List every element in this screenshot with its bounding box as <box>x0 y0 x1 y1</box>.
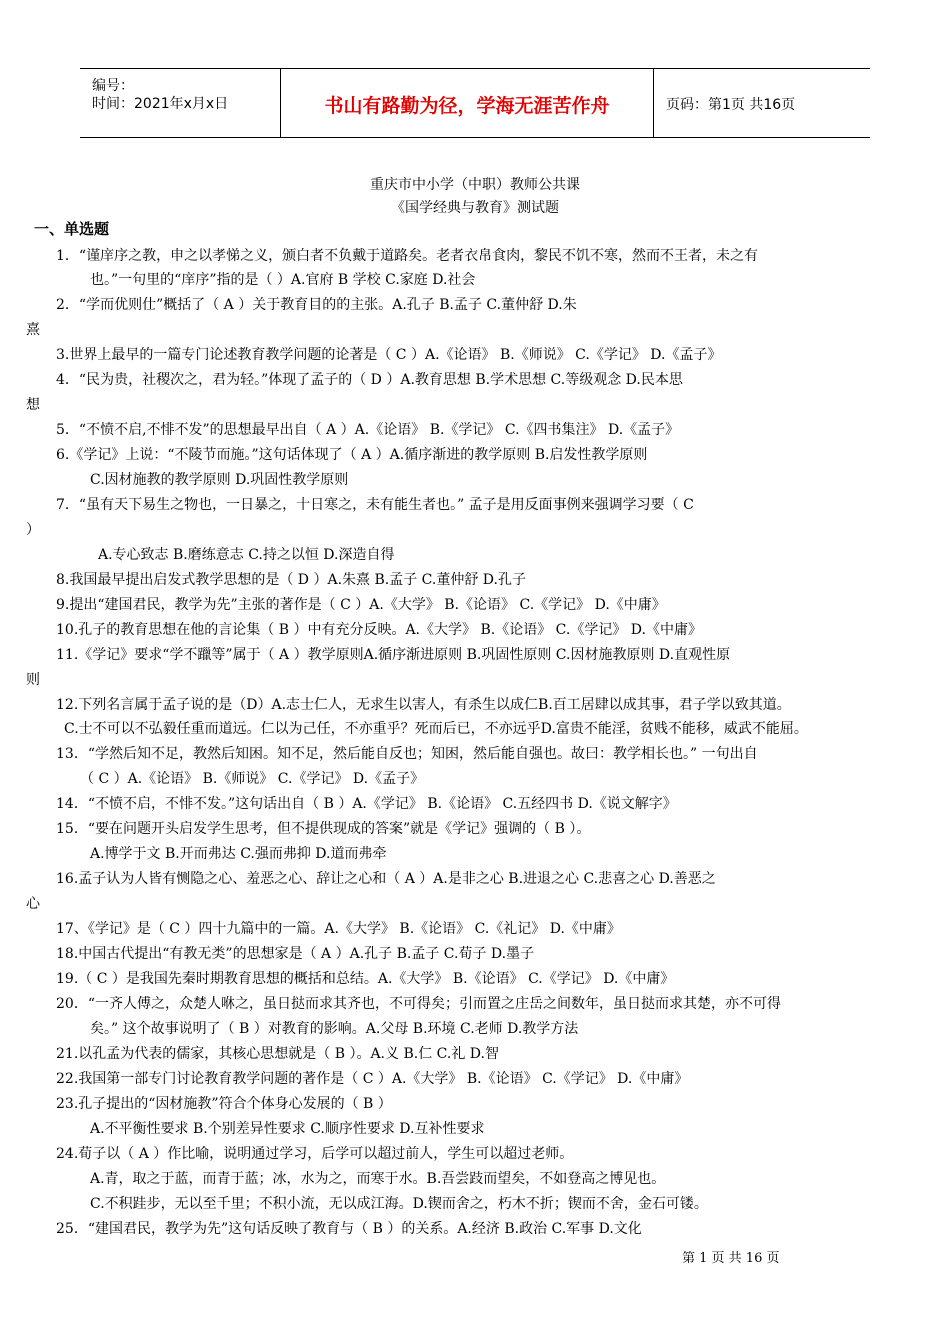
text-line: 19.（ C ）是我国先秦时期教育思想的概括和总结。A.《大学》 B.《论语》 C.《学记》 D.《中庸》 <box>56 971 675 987</box>
text-line: C.士不可以不弘毅任重而道远。仁以为己任，不亦重乎？死而后已，不亦远乎D.富贵不能淫，贫贱不能移，威武不能屈。 <box>64 721 808 737</box>
text-line: 14．“不愤不启，不悱不发。”这句话出自（ B ）A.《学记》 B.《论语》 C.五经四书 D.《说文解字》 <box>56 796 677 812</box>
header-left-cell <box>80 69 281 137</box>
text-line: 熹 <box>26 322 40 338</box>
page-footer: 第 1 页 共 16 页 <box>682 1251 780 1266</box>
text-line: 24.荀子以（ A ）作比喻，说明通过学习，后学可以超过前人，学生可以超过老师。 <box>56 1146 574 1162</box>
text-line: 25．“建国君民，教学为先”这句话反映了教育与（ B ）的关系。A.经济 B.政治 C.军事 D.文化 <box>56 1221 642 1237</box>
text-line: A.专心致志 B.磨练意志 C.持之以恒 D.深造自得 <box>98 547 395 563</box>
text-line: 10.孔子的教育思想在他的言论集（ B ）中有充分反映。A.《大学》 B.《论语》 C.《学记》 D.《中庸》 <box>56 622 702 638</box>
doc-title-line1: 重庆市中小学（中职）教师公共课 <box>370 177 580 193</box>
header-center-cell <box>281 69 654 137</box>
text-line: 12.下列名言属于孟子说的是（D）A.志士仁人，无求生以害人，有杀生以成仁B.百工居肆以成其事，君子学以致其道。 <box>56 697 791 713</box>
text-line: A.青，取之于蓝，而青于蓝；冰，水为之，而寒于水。B.吾尝跂而望矣，不如登高之博见也。 <box>90 1171 666 1187</box>
text-line: 4．“民为贵，社稷次之，君为轻。”体现了孟子的（ D ）A.教育思想 B.学术思想 C.等级观念 D.民本思 <box>56 372 683 388</box>
number-label: 编号： <box>92 78 134 94</box>
header-right-cell <box>654 69 870 137</box>
text-line: 2．“学而优则仕”概括了（ A ）关于教育目的的主张。A.孔子 B.孟子 C.董仲舒 D.朱 <box>56 297 577 313</box>
text-line: 1．“谨庠序之教，申之以孝悌之义，颁白者不负戴于道路矣。老者衣帛食肉，黎民不饥不寒，然而不王者，未之有 <box>56 248 759 264</box>
header-table <box>80 68 870 138</box>
text-line: 矣。” 这个故事说明了（ B ）对教育的影响。A.父母 B.环境 C.老师 D.教学方法 <box>90 1021 579 1037</box>
text-line: 21.以孔孟为代表的儒家，其核心思想就是（ B ）。A.义 B.仁 C.礼 D.智 <box>56 1046 499 1062</box>
doc-title-line2: 《国学经典与教育》测试题 <box>391 200 559 216</box>
text-line: 则 <box>26 672 40 688</box>
text-line: 16.孟子认为人皆有恻隐之心、羞恶之心、辞让之心和（ A ）A.是非之心 B.进退之心 C.悲喜之心 D.善恶之 <box>56 871 716 887</box>
page-info: 页码：第1页 共16页 <box>666 97 796 113</box>
text-line: C.因材施教的教学原则 D.巩固性教学原则 <box>90 472 349 488</box>
time-label: 时间：2021年x月x日 <box>92 96 229 112</box>
text-line: 20．“一齐人傅之，众楚人咻之，虽日挞而求其齐也，不可得矣；引而置之庄岳之间数年，虽日挞而求其楚，亦不可得 <box>56 996 781 1012</box>
text-line: 23.孔子提出的“因材施教”符合个体身心发展的（ B ） <box>56 1096 392 1112</box>
text-line: ） <box>26 522 40 538</box>
text-line: C.不积跬步，无以至千里；不积小流，无以成江海。D.锲而舍之，朽木不折；锲而不舍，金石可镂。 <box>90 1196 708 1212</box>
motto: 书山有路勤为径，学海无涯苦作舟 <box>324 95 610 117</box>
text-line: 也。”一句里的“庠序”指的是（ ）A.官府 B 学校 C.家庭 D.社会 <box>90 272 476 288</box>
text-line: 22.我国第一部专门讨论教育教学问题的著作是（ C ）A.《大学》 B.《论语》 C.《学记》 D.《中庸》 <box>56 1071 689 1087</box>
text-line: 心 <box>26 896 40 912</box>
text-line: 18.中国古代提出“有教无类”的思想家是（ A ）A.孔子 B.孟子 C.荀子 D.墨子 <box>56 946 535 962</box>
text-line: 13．“学然后知不足，教然后知困。知不足，然后能自反也；知困，然后能自强也。故曰：教学相长也。” 一句出自 <box>56 746 758 762</box>
text-line: 7．“虽有天下易生之物也，一日暴之，十日寒之，未有能生者也。” 孟子是用反面事例来强调学习要（ C <box>56 497 694 513</box>
text-line: 3.世界上最早的一篇专门论述教育教学问题的论著是（ C ）A.《论语》 B.《师说》 C.《学记》 D.《孟子》 <box>56 347 722 363</box>
text-line: 6.《学记》上说：“不陵节而施。”这句话体现了（ A ）A.循序渐进的教学原则 B.启发性教学原则 <box>56 447 648 463</box>
text-line: A.不平衡性要求 B.个别差异性要求 C.顺序性要求 D.互补性要求 <box>90 1121 485 1137</box>
text-line: 9.提出“建国君民，教学为先”主张的著作是（ C ）A.《大学》 B.《论语》 C.《学记》 D.《中庸》 <box>56 597 666 613</box>
text-line: 17、《学记》是（ C ）四十九篇中的一篇。A.《大学》 B.《论语》 C.《礼记》 D.《中庸》 <box>56 921 621 937</box>
text-line: 15．“要在问题开头启发学生思考，但不提供现成的答案”就是《学记》强调的（ B ）。 <box>56 821 591 837</box>
text-line: 11.《学记》要求“学不躐等”属于（ A ）教学原则A.循序渐进原则 B.巩固性原则 C.因材施教原则 D.直观性原 <box>56 647 731 663</box>
text-line: A.博学于文 B.开而弗达 C.强而弗抑 D.道而弗牵 <box>90 846 387 862</box>
section-heading: 一、单选题 <box>34 220 110 238</box>
text-line: 想 <box>26 397 40 413</box>
text-line: 8.我国最早提出启发式教学思想的是（ D ）A.朱熹 B.孟子 C.董仲舒 D.孔子 <box>56 572 526 588</box>
text-line: （ C ）A.《论语》 B.《师说》 C.《学记》 D.《孟子》 <box>80 771 425 787</box>
text-line: 5．“不愤不启,不悱不发”的思想最早出自（ A ）A.《论语》 B.《学记》 C.《四书集注》 D.《孟子》 <box>56 422 680 438</box>
